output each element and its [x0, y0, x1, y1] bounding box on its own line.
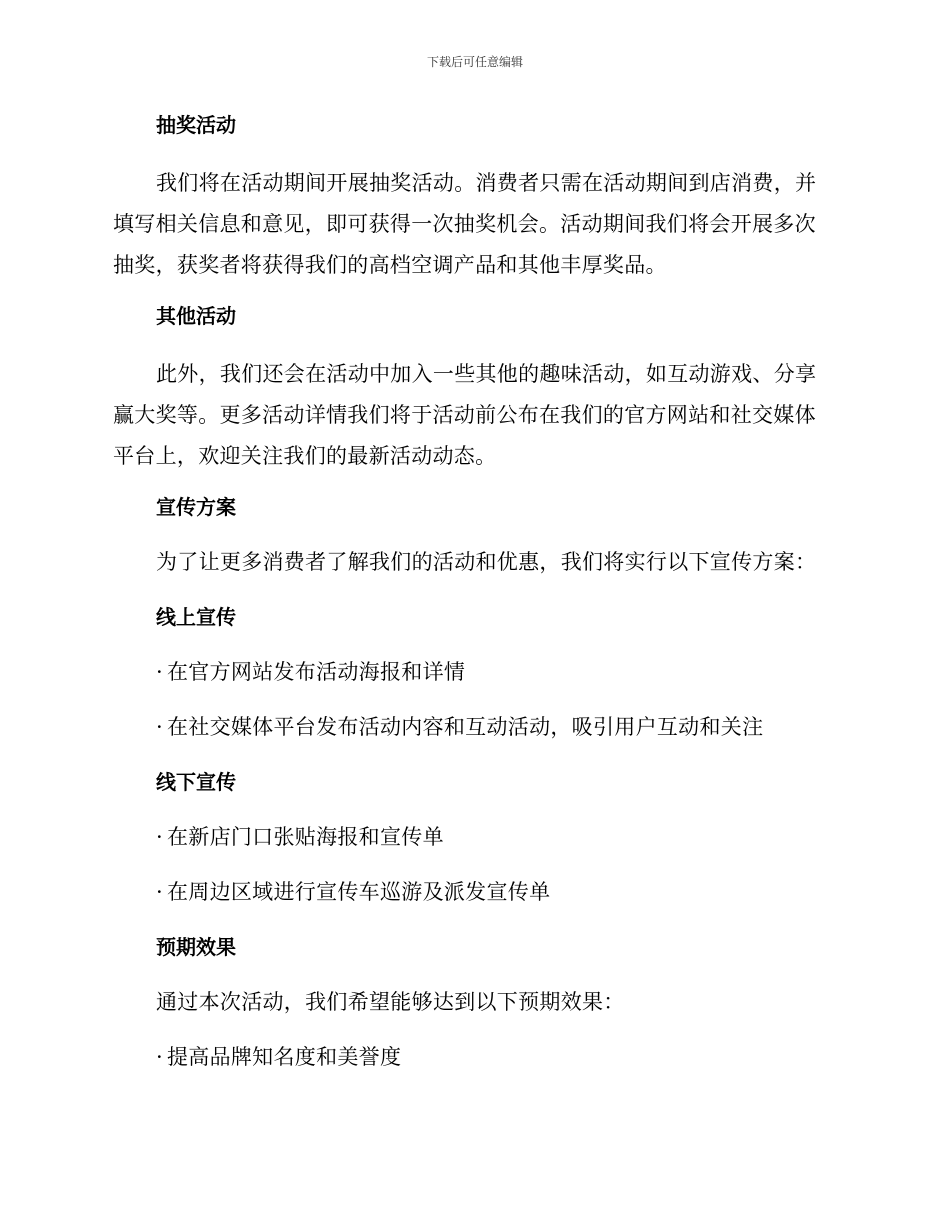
page-header: 下载后可任意编辑 [426, 55, 523, 69]
section-paragraph-lottery: 我们将在活动期间开展抽奖活动。消费者只需在活动期间到店消费，并填写相关信息和意见，即可获得一次抽奖机会。活动期间我们将会开展多次抽奖，获奖者将获得我们的高档空调产品和其他丰厚奖品。 [113, 171, 817, 277]
bullet-symbol: · [156, 825, 163, 849]
section-heading-promotion-plan: 宣传方案 [156, 495, 236, 519]
bullet-item [113, 710, 832, 744]
bullet-symbol: · [156, 715, 163, 739]
section-heading-lottery: 抽奖活动 [156, 113, 236, 137]
bullet-text: 在官方网站发布活动海报和详情 [166, 660, 466, 684]
bullet-text: 在新店门口张贴海报和宣传单 [166, 825, 444, 849]
bullet-symbol: · [156, 1045, 163, 1069]
section-paragraph-other-activities: 此外，我们还会在活动中加入一些其他的趣味活动，如互动游戏、分享赢大奖等。更多活动详情我们将于活动前公布在我们的官方网站和社交媒体平台上，欢迎关注我们的最新活动动态。 [113, 362, 817, 468]
section-paragraph-promotion-plan: 为了让更多消费者了解我们的活动和优惠，我们将实行以下宣传方案： [156, 550, 817, 574]
bullet-item [113, 1040, 832, 1074]
bullet-text: 在周边区域进行宣传车巡游及派发宣传单 [166, 880, 551, 904]
section-heading-expected-results: 预期效果 [156, 935, 236, 959]
bullet-item [113, 820, 832, 854]
section-paragraph-expected-results: 通过本次活动，我们希望能够达到以下预期效果： [156, 990, 625, 1014]
section-heading-online-promotion: 线上宣传 [156, 605, 236, 629]
document-body [113, 108, 832, 1095]
section-heading-offline-promotion: 线下宣传 [156, 770, 236, 794]
bullet-item [113, 875, 832, 909]
bullet-item [113, 655, 832, 689]
bullet-text: 在社交媒体平台发布活动内容和互动活动，吸引用户互动和关注 [166, 715, 764, 739]
bullet-symbol: · [156, 880, 163, 904]
bullet-symbol: · [156, 660, 163, 684]
section-heading-other-activities: 其他活动 [156, 304, 236, 328]
bullet-text: 提高品牌知名度和美誉度 [166, 1045, 402, 1069]
